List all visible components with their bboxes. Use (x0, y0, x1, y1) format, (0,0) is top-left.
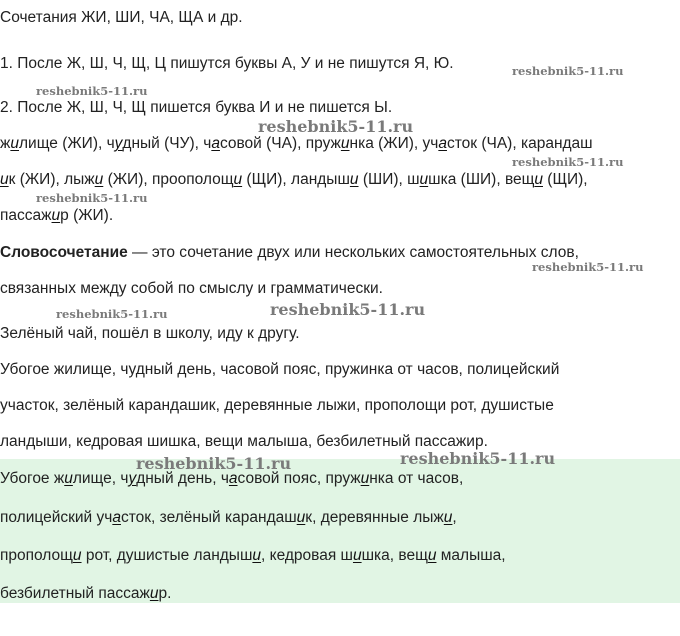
text-segment: безбилетный пассаж (0, 585, 150, 602)
text-segment: р. (158, 585, 172, 602)
highlighted-letter: и (51, 207, 61, 224)
text-segment: Убогое ж (0, 470, 65, 487)
text-segment: лище (ЖИ), ч (19, 135, 115, 152)
text-segment: , кедровая ш (261, 547, 353, 564)
highlighted-letter: и (360, 470, 370, 487)
watermark: reshebnik5-11.ru (56, 307, 168, 321)
text-segment: р (ЖИ). (60, 207, 114, 224)
example-line (0, 134, 593, 154)
watermark: reshebnik5-11.ru (136, 454, 292, 473)
answer-line (0, 584, 171, 604)
highlighted-letter: а (228, 470, 238, 487)
highlighted-letter: и (427, 547, 437, 564)
highlighted-letter: и (352, 547, 362, 564)
definition-term: Словосочетание (0, 244, 128, 261)
task-line: участок, зелёный карандашик, деревянные лыжи, прополощи рот, душистые (0, 397, 554, 414)
highlighted-letter: и (94, 171, 104, 188)
example-line (0, 206, 113, 226)
text-segment: к, деревянные лыж (305, 509, 444, 526)
text-segment: пассаж (0, 207, 52, 224)
watermark: reshebnik5-11.ru (36, 84, 148, 98)
text-segment: нка от часов, (369, 470, 464, 487)
text-segment: сток (ЧА), карандаш (446, 135, 593, 152)
task-line: ландыши, кедровая шишка, вещи малыша, безбилетный пассажир. (0, 433, 488, 450)
highlighted-letter: и (340, 135, 350, 152)
text-segment: дный (ЧУ), ч (122, 135, 212, 152)
text-segment: совой (ЧА), пруж (219, 135, 341, 152)
highlighted-letter: а (211, 135, 220, 152)
watermark: reshebnik5-11.ru (270, 300, 426, 319)
task-line: Убогое жилище, чудный день, часовой пояс, пружинка от часов, полицейский (0, 361, 560, 378)
highlighted-letter: и (443, 509, 453, 526)
text-segment: к (ЖИ), лыж (8, 171, 95, 188)
text-segment: (ЩИ), (543, 171, 588, 188)
text-segment: дный день, ч (136, 470, 229, 487)
answer-line (0, 508, 457, 528)
highlighted-letter: и (10, 135, 19, 152)
text-segment: (ЖИ), проополощ (103, 171, 234, 188)
highlighted-letter: у (114, 135, 123, 152)
text-segment: сток, зелёный карандаш (120, 509, 297, 526)
watermark: reshebnik5-11.ru (532, 260, 644, 274)
watermark: reshebnik5-11.ru (36, 191, 148, 205)
highlighted-letter: и (72, 547, 82, 564)
phrase-examples: Зелёный чай, пошёл в школу, иду к другу. (0, 325, 300, 342)
text-segment: прополощ (0, 547, 73, 564)
highlighted-letter: и (0, 171, 9, 188)
text-segment: совой пояс, пруж (237, 470, 361, 487)
text-segment: малыша, (436, 547, 506, 564)
answer-line (0, 546, 506, 566)
definition-line-2: связанных между собой по смыслу и грамматически. (0, 280, 383, 297)
example-line (0, 170, 588, 190)
watermark: reshebnik5-11.ru (258, 117, 414, 136)
rule-1: 1. После Ж, Ш, Ч, Щ, Ц пишутся буквы А, У и не пишутся Я, Ю. (0, 55, 454, 72)
definition-text: — это сочетание двух или нескольких самостоятельных слов, (127, 244, 579, 261)
watermark: reshebnik5-11.ru (512, 64, 624, 78)
page-title: Сочетания ЖИ, ШИ, ЧА, ЩА и др. (0, 9, 243, 26)
highlighted-letter: и (296, 509, 306, 526)
definition-line (0, 243, 579, 263)
watermark: reshebnik5-11.ru (512, 155, 624, 169)
rule-2: 2. После Ж, Ш, Ч, Щ пишется буква И и не пишется Ы. (0, 99, 393, 116)
highlighted-letter: и (252, 547, 262, 564)
text-segment: ж (0, 135, 11, 152)
highlighted-letter: а (438, 135, 447, 152)
text-segment: шка (ШИ), вещ (428, 171, 535, 188)
highlighted-letter: и (149, 585, 159, 602)
highlighted-letter: и (419, 171, 429, 188)
text-segment: (ШИ), ш (358, 171, 420, 188)
highlighted-letter: у (128, 470, 137, 487)
text-segment: полицейский уч (0, 509, 113, 526)
watermark: reshebnik5-11.ru (400, 449, 556, 468)
text-segment: (ЩИ), ландыш (242, 171, 350, 188)
text-segment: нка (ЖИ), уч (349, 135, 439, 152)
highlighted-letter: а (112, 509, 121, 526)
text-segment: рот, душистые ландыш (81, 547, 253, 564)
text-segment: шка, вещ (361, 547, 428, 564)
highlighted-letter: и (64, 470, 73, 487)
text-segment: лище, ч (72, 470, 129, 487)
text-segment: , (452, 509, 457, 526)
highlighted-letter: и (349, 171, 359, 188)
highlighted-letter: и (534, 171, 543, 188)
highlighted-letter: и (233, 171, 243, 188)
